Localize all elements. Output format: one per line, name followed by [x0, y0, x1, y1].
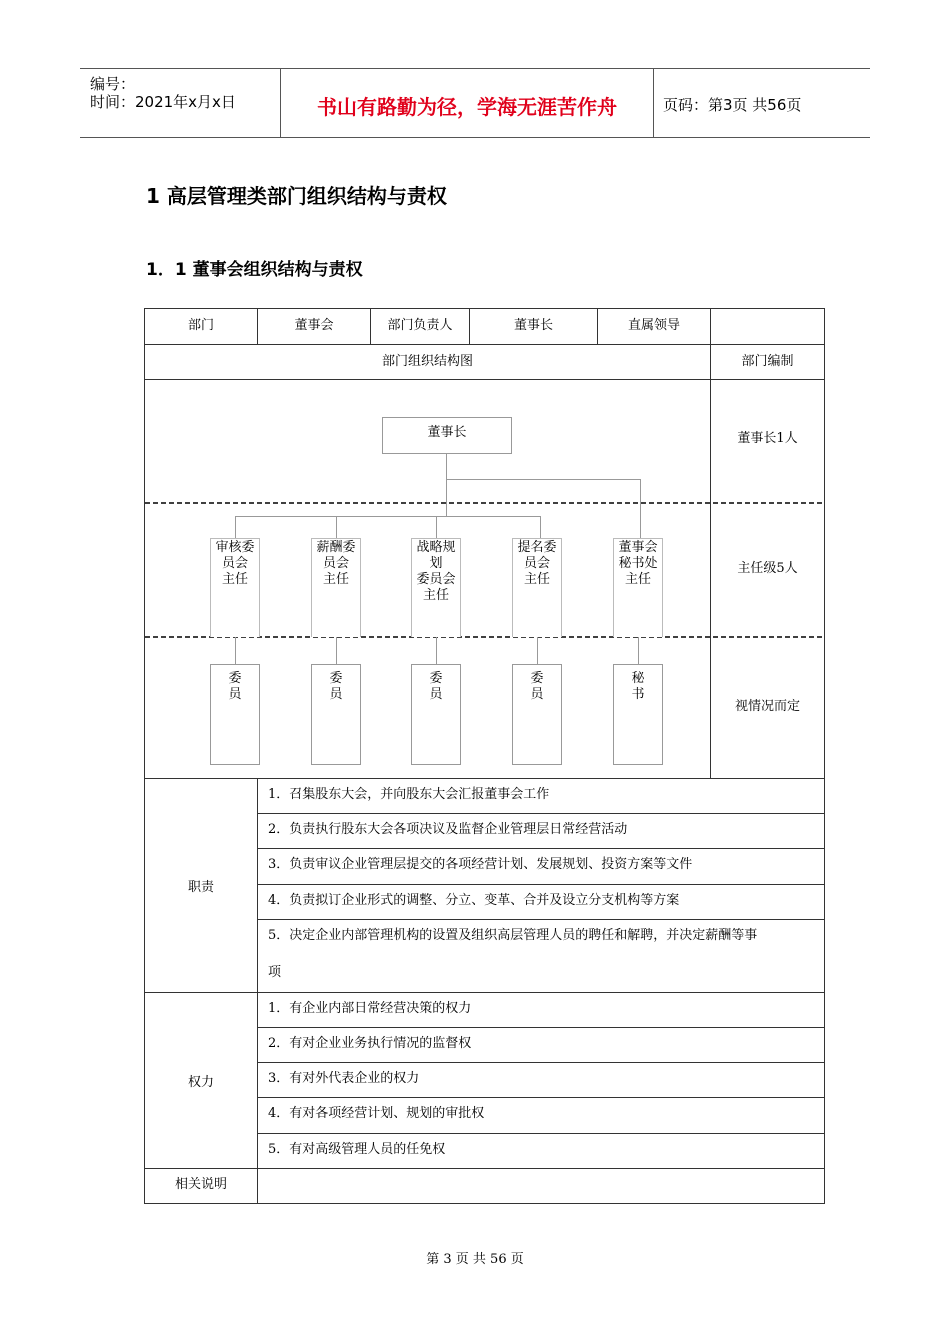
- power-item: 2．有对企业业务执行情况的监督权: [268, 1035, 472, 1051]
- power-item: 1．有企业内部日常经营决策的权力: [268, 1000, 472, 1016]
- org-node-line: 委: [429, 671, 443, 686]
- org-node-line: 秘: [631, 671, 645, 686]
- org-node-line: 委: [329, 671, 343, 686]
- org-node-line: 董事会: [618, 540, 658, 555]
- org-node-line: 秘书处: [618, 556, 658, 571]
- org-node-line: 主任: [221, 572, 248, 587]
- org-node-label: 董事长: [427, 425, 467, 440]
- notes-label: 相关说明: [174, 1176, 227, 1192]
- org-node-line: 主任: [322, 572, 349, 587]
- org-node-chairman: [382, 417, 512, 454]
- notes-value: [258, 1169, 824, 1195]
- staffing-chairman: 董事长1人: [737, 430, 798, 446]
- duty-item: 1．召集股东大会，并向股东大会汇报董事会工作: [268, 786, 550, 802]
- page-header: [80, 68, 870, 138]
- duty-item: 2．负责执行股东大会各项决议及监督企业管理层日常经营活动: [268, 821, 628, 837]
- org-node-nomination-committee: [512, 538, 562, 637]
- org-node-secretary: [613, 664, 663, 765]
- header-center-cell: [280, 69, 654, 137]
- duty-item: 3．负责审议企业管理层提交的各项经营计划、发展规划、投资方案等文件: [268, 856, 693, 872]
- org-node-member-2: [311, 664, 361, 765]
- org-node-line: 员: [429, 687, 443, 702]
- power-item: 5．有对高级管理人员的任免权: [268, 1141, 446, 1157]
- org-node-member-1: [210, 664, 260, 765]
- org-node-line: 委: [530, 671, 544, 686]
- page-footer: 第 3 页 共 56 页: [426, 1252, 524, 1267]
- org-node-line: 委: [228, 671, 242, 686]
- org-node-board-secretariat: [613, 538, 663, 637]
- staffing-directors: 主任级5人: [737, 560, 798, 576]
- section-title: 1 高层管理类部门组织结构与责权: [146, 184, 447, 208]
- power-item: 3．有对外代表企业的权力: [268, 1070, 420, 1086]
- header-motto: 书山有路勤为径，学海无涯苦作舟: [317, 95, 617, 119]
- org-node-line: 主任: [624, 572, 651, 587]
- dept-value: 董事会: [294, 317, 334, 333]
- org-node-line: 委员会: [416, 572, 456, 587]
- subsection-title: 1．1 董事会组织结构与责权: [146, 260, 363, 280]
- org-node-audit-committee: [210, 538, 260, 637]
- superior-label: 直属领导: [627, 317, 680, 333]
- duty-item: 5．决定企业内部管理机构的设置及组织高层管理人员的聘任和解聘，并决定薪酬等事: [268, 927, 758, 943]
- org-chart-label: 部门组织结构图: [381, 353, 473, 369]
- superior-value: [711, 309, 824, 337]
- org-node-line: 划: [429, 556, 443, 571]
- page-number-label: 页码：第3页 共56页: [663, 96, 802, 114]
- org-node-member-3: [411, 664, 461, 765]
- duties-label: 职责: [187, 880, 214, 895]
- org-node-line: 员会: [221, 556, 248, 571]
- org-node-line: 提名委: [517, 540, 557, 555]
- org-node-line: 员: [530, 687, 544, 702]
- org-node-line: 主任: [523, 572, 550, 587]
- org-node-line: 主任: [422, 588, 449, 603]
- org-node-line: 书: [631, 687, 645, 702]
- org-node-line: 审核委: [215, 540, 255, 555]
- org-node-member-4: [512, 664, 562, 765]
- staffing-label: 部门编制: [741, 353, 794, 369]
- org-node-line: 战略规: [416, 540, 456, 555]
- dept-label: 部门: [187, 317, 214, 333]
- org-node-line: 员会: [322, 556, 349, 571]
- header-right-cell: [653, 69, 870, 137]
- org-node-line: 员会: [523, 556, 550, 571]
- header-left-cell: [80, 69, 280, 137]
- power-item: 4．有对各项经营计划、规划的审批权: [268, 1105, 485, 1121]
- number-label: 编号：: [90, 75, 136, 93]
- org-node-line: 员: [228, 687, 242, 702]
- org-node-line: 薪酬委: [316, 540, 356, 555]
- staffing-members: 视情况而定: [734, 698, 800, 714]
- dept-head-label: 部门负责人: [387, 317, 453, 333]
- duty-item-continued: 项: [268, 964, 282, 980]
- duty-item: 4．负责拟订企业形式的调整、分立、变革、合并及设立分支机构等方案: [268, 892, 680, 908]
- time-label: 时间：2021年x月x日: [90, 93, 236, 111]
- org-node-compensation-committee: [311, 538, 361, 637]
- org-node-strategy-committee: [411, 538, 461, 637]
- powers-label: 权力: [187, 1075, 214, 1090]
- dept-head-value: 董事长: [513, 317, 553, 333]
- org-node-line: 员: [329, 687, 343, 702]
